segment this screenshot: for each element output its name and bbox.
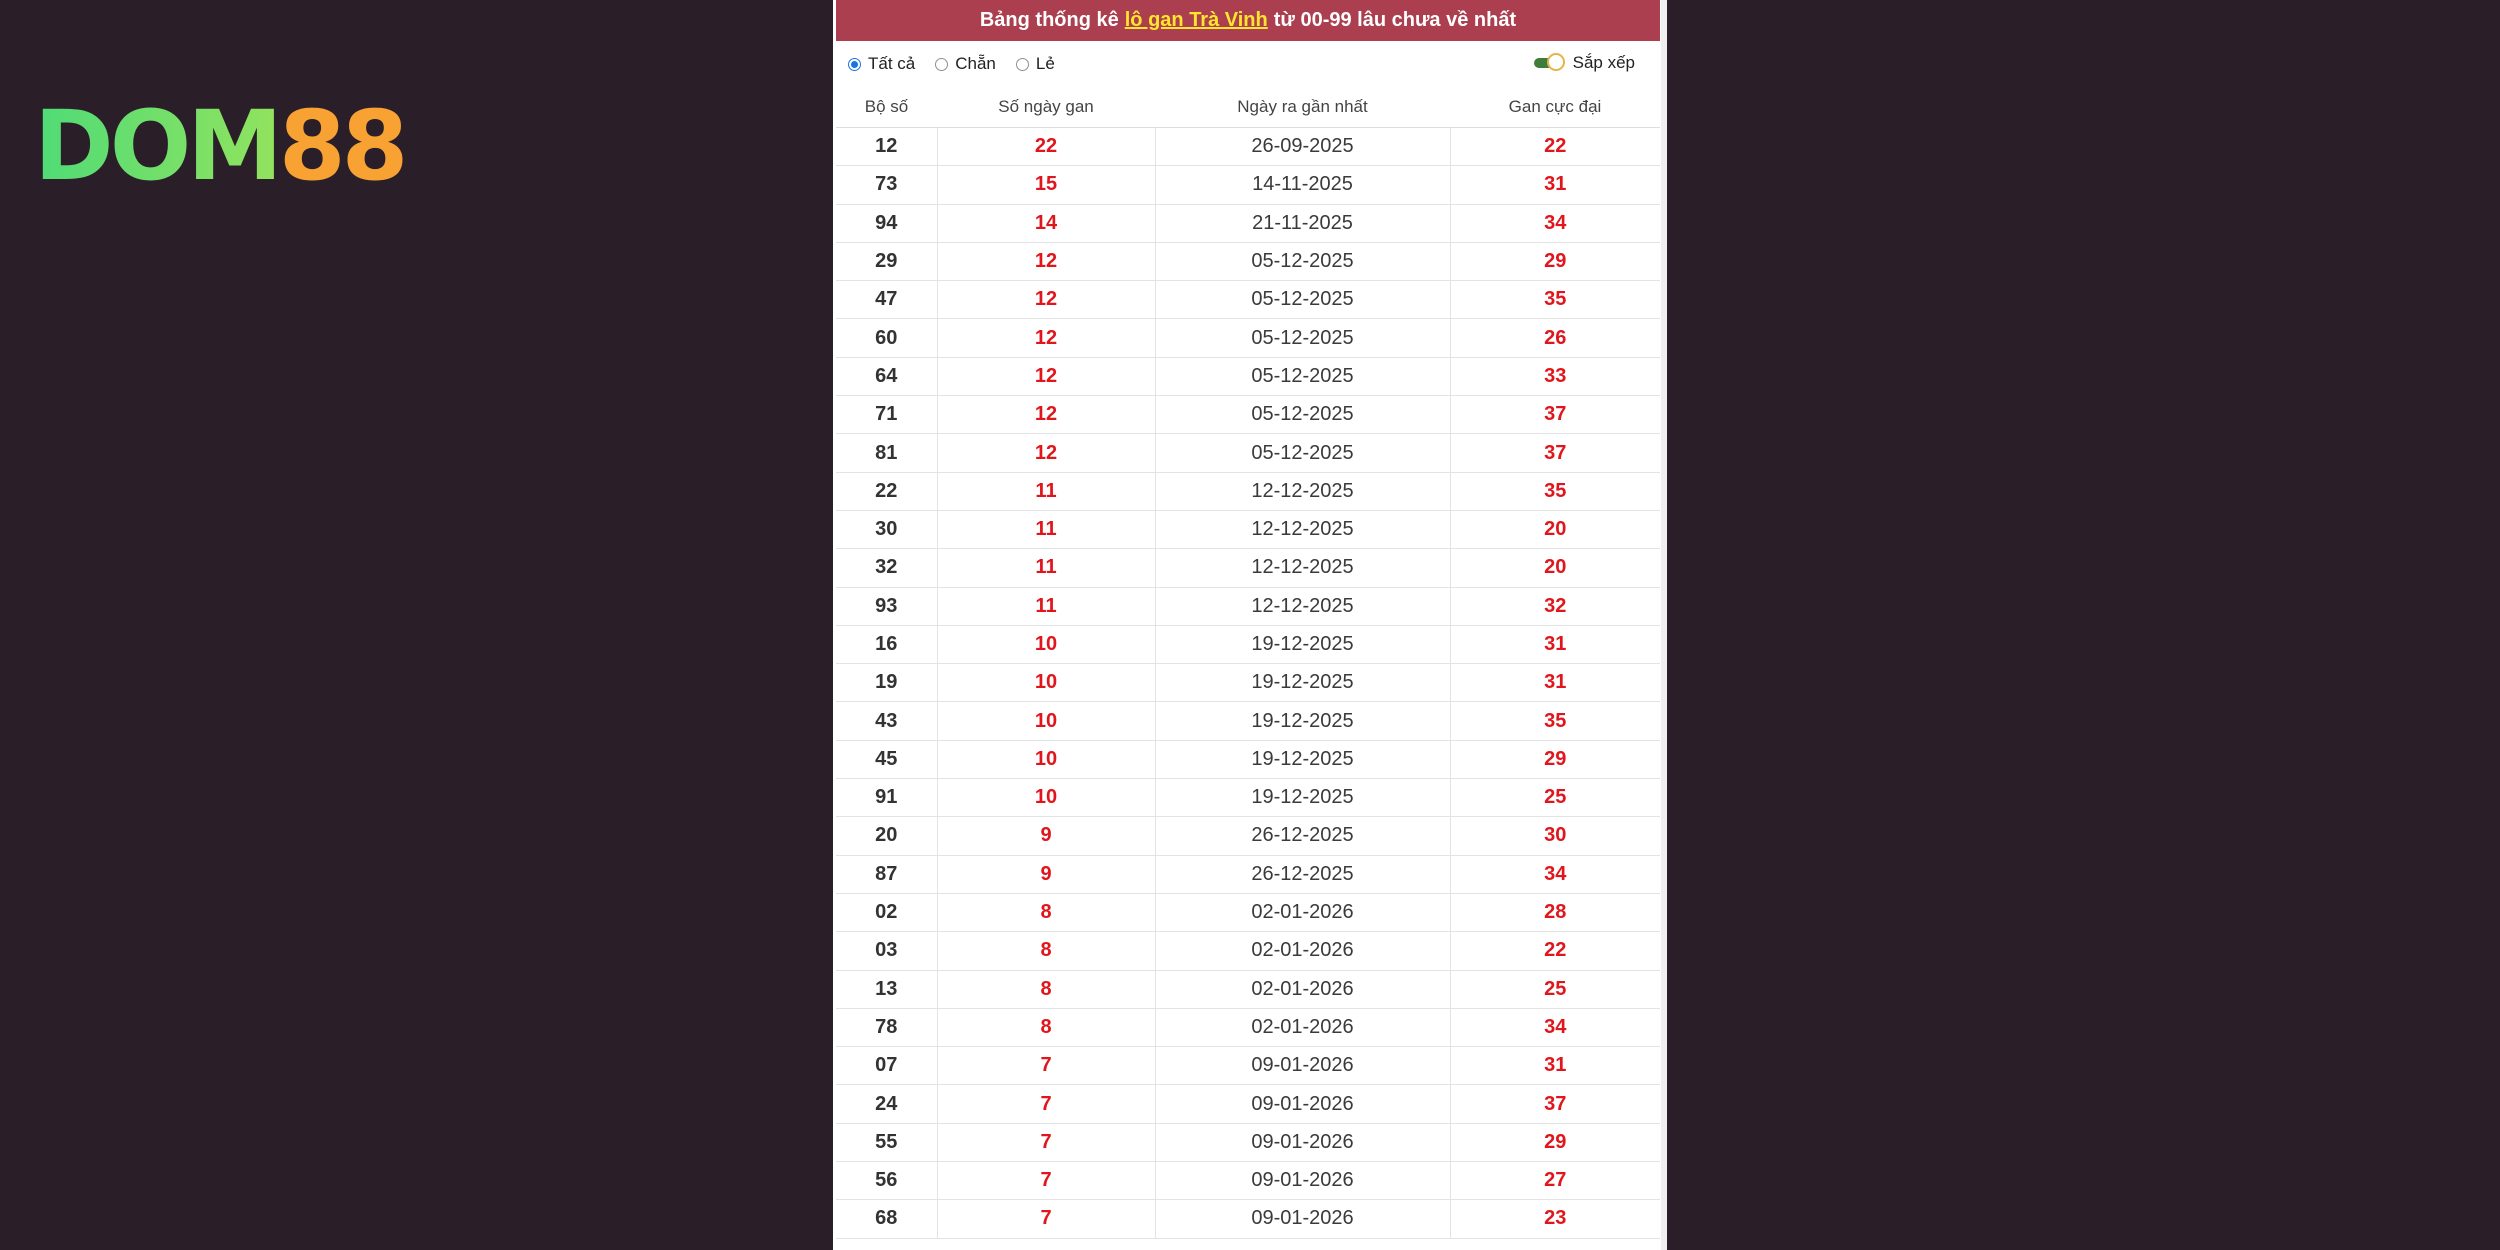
table-row bbox=[836, 587, 1660, 625]
cell-max-gan: 29 bbox=[1450, 740, 1660, 778]
cell-max-gan: 28 bbox=[1450, 893, 1660, 931]
cell-last-date: 09-01-2026 bbox=[1155, 1047, 1450, 1085]
cell-last-date: 02-01-2026 bbox=[1155, 970, 1450, 1008]
cell-number: 43 bbox=[836, 702, 937, 740]
filter-odd-radio[interactable] bbox=[1016, 54, 1055, 74]
cell-number: 47 bbox=[836, 281, 937, 319]
cell-max-gan: 37 bbox=[1450, 434, 1660, 472]
cell-max-gan: 35 bbox=[1450, 472, 1660, 510]
cell-last-date: 19-12-2025 bbox=[1155, 664, 1450, 702]
table-row bbox=[836, 970, 1660, 1008]
cell-number: 93 bbox=[836, 587, 937, 625]
cell-last-date: 09-01-2026 bbox=[1155, 1162, 1450, 1200]
table-row bbox=[836, 1008, 1660, 1046]
cell-max-gan: 29 bbox=[1450, 1123, 1660, 1161]
logo-text-dom: DOM bbox=[34, 90, 279, 202]
cell-last-date: 12-12-2025 bbox=[1155, 587, 1450, 625]
cell-max-gan: 34 bbox=[1450, 1008, 1660, 1046]
sort-toggle[interactable] bbox=[1532, 53, 1635, 73]
cell-days: 11 bbox=[937, 549, 1155, 587]
col-header-number: Bộ số bbox=[836, 87, 937, 128]
cell-days: 8 bbox=[937, 1008, 1155, 1046]
stats-panel bbox=[833, 0, 1667, 1250]
table-row bbox=[836, 357, 1660, 395]
cell-last-date: 21-11-2025 bbox=[1155, 204, 1450, 242]
filter-all-radio[interactable] bbox=[848, 54, 915, 74]
table-row bbox=[836, 510, 1660, 548]
logo-text-88: 88 bbox=[278, 90, 405, 202]
cell-days: 12 bbox=[937, 357, 1155, 395]
cell-days: 11 bbox=[937, 587, 1155, 625]
sort-label: Sắp xếp bbox=[1572, 53, 1635, 72]
cell-last-date: 05-12-2025 bbox=[1155, 357, 1450, 395]
cell-days: 7 bbox=[937, 1200, 1155, 1238]
col-header-days: Số ngày gan bbox=[937, 87, 1155, 128]
table-body bbox=[836, 128, 1660, 1239]
cell-max-gan: 23 bbox=[1450, 1200, 1660, 1238]
cell-max-gan: 34 bbox=[1450, 855, 1660, 893]
cell-max-gan: 31 bbox=[1450, 166, 1660, 204]
cell-days: 7 bbox=[937, 1085, 1155, 1123]
radio-label: Lẻ bbox=[1035, 54, 1055, 73]
cell-days: 7 bbox=[937, 1162, 1155, 1200]
cell-number: 45 bbox=[836, 740, 937, 778]
cell-number: 56 bbox=[836, 1162, 937, 1200]
title-prefix: Bảng thống kê bbox=[979, 9, 1119, 31]
cell-number: 30 bbox=[836, 510, 937, 548]
cell-number: 29 bbox=[836, 242, 937, 280]
cell-number: 32 bbox=[836, 549, 937, 587]
cell-last-date: 19-12-2025 bbox=[1155, 740, 1450, 778]
cell-days: 10 bbox=[937, 664, 1155, 702]
cell-max-gan: 37 bbox=[1450, 1085, 1660, 1123]
cell-last-date: 09-01-2026 bbox=[1155, 1085, 1450, 1123]
cell-max-gan: 27 bbox=[1450, 1162, 1660, 1200]
cell-max-gan: 20 bbox=[1450, 549, 1660, 587]
cell-number: 02 bbox=[836, 893, 937, 931]
cell-number: 71 bbox=[836, 396, 937, 434]
cell-last-date: 12-12-2025 bbox=[1155, 549, 1450, 587]
cell-max-gan: 25 bbox=[1450, 779, 1660, 817]
table-row bbox=[836, 281, 1660, 319]
cell-number: 64 bbox=[836, 357, 937, 395]
cell-number: 20 bbox=[836, 817, 937, 855]
cell-number: 73 bbox=[836, 166, 937, 204]
cell-number: 24 bbox=[836, 1085, 937, 1123]
table-row bbox=[836, 855, 1660, 893]
cell-number: 94 bbox=[836, 204, 937, 242]
table-title bbox=[836, 0, 1660, 41]
cell-max-gan: 20 bbox=[1450, 510, 1660, 548]
cell-number: 87 bbox=[836, 855, 937, 893]
cell-days: 8 bbox=[937, 970, 1155, 1008]
scrollbar[interactable] bbox=[1661, 0, 1667, 1250]
table-row bbox=[836, 625, 1660, 663]
cell-max-gan: 26 bbox=[1450, 319, 1660, 357]
toggle-switch[interactable] bbox=[1532, 53, 1568, 73]
table-row bbox=[836, 319, 1660, 357]
cell-max-gan: 30 bbox=[1450, 817, 1660, 855]
cell-days: 8 bbox=[937, 932, 1155, 970]
cell-days: 14 bbox=[937, 204, 1155, 242]
cell-last-date: 19-12-2025 bbox=[1155, 625, 1450, 663]
table-row bbox=[836, 1047, 1660, 1085]
cell-max-gan: 22 bbox=[1450, 932, 1660, 970]
cell-days: 22 bbox=[937, 128, 1155, 166]
cell-days: 10 bbox=[937, 702, 1155, 740]
cell-last-date: 02-01-2026 bbox=[1155, 932, 1450, 970]
cell-number: 81 bbox=[836, 434, 937, 472]
cell-last-date: 05-12-2025 bbox=[1155, 434, 1450, 472]
cell-max-gan: 31 bbox=[1450, 625, 1660, 663]
table-row bbox=[836, 740, 1660, 778]
cell-number: 60 bbox=[836, 319, 937, 357]
table-row bbox=[836, 242, 1660, 280]
table-row bbox=[836, 128, 1660, 166]
cell-days: 12 bbox=[937, 396, 1155, 434]
table-row bbox=[836, 396, 1660, 434]
cell-days: 11 bbox=[937, 472, 1155, 510]
title-suffix: từ 00-99 lâu chưa về nhất bbox=[1273, 9, 1517, 31]
title-link[interactable]: lô gan Trà Vinh bbox=[1124, 9, 1268, 31]
cell-max-gan: 29 bbox=[1450, 242, 1660, 280]
cell-number: 03 bbox=[836, 932, 937, 970]
cell-days: 10 bbox=[937, 625, 1155, 663]
cell-max-gan: 33 bbox=[1450, 357, 1660, 395]
table-row bbox=[836, 1123, 1660, 1161]
cell-last-date: 19-12-2025 bbox=[1155, 779, 1450, 817]
cell-last-date: 14-11-2025 bbox=[1155, 166, 1450, 204]
cell-max-gan: 25 bbox=[1450, 970, 1660, 1008]
table-row bbox=[836, 1200, 1660, 1238]
cell-number: 78 bbox=[836, 1008, 937, 1046]
cell-days: 7 bbox=[937, 1123, 1155, 1161]
cell-max-gan: 34 bbox=[1450, 204, 1660, 242]
table-row bbox=[836, 702, 1660, 740]
table-row bbox=[836, 664, 1660, 702]
cell-max-gan: 22 bbox=[1450, 128, 1660, 166]
cell-last-date: 05-12-2025 bbox=[1155, 281, 1450, 319]
cell-max-gan: 32 bbox=[1450, 587, 1660, 625]
table-row bbox=[836, 434, 1660, 472]
radio-indicator[interactable] bbox=[1016, 58, 1029, 71]
cell-days: 10 bbox=[937, 779, 1155, 817]
radio-label: Tất cả bbox=[868, 54, 916, 73]
lo-gan-table bbox=[836, 87, 1660, 1239]
radio-indicator[interactable] bbox=[848, 58, 861, 71]
cell-number: 16 bbox=[836, 625, 937, 663]
col-header-last-date: Ngày ra gần nhất bbox=[1155, 87, 1450, 128]
dom88-logo bbox=[34, 90, 464, 202]
cell-last-date: 26-12-2025 bbox=[1155, 817, 1450, 855]
filter-even-radio[interactable] bbox=[935, 54, 996, 74]
cell-max-gan: 35 bbox=[1450, 702, 1660, 740]
cell-number: 91 bbox=[836, 779, 937, 817]
table-row bbox=[836, 472, 1660, 510]
cell-days: 9 bbox=[937, 817, 1155, 855]
cell-days: 12 bbox=[937, 434, 1155, 472]
cell-last-date: 19-12-2025 bbox=[1155, 702, 1450, 740]
cell-last-date: 02-01-2026 bbox=[1155, 1008, 1450, 1046]
col-header-max-gan: Gan cực đại bbox=[1450, 87, 1660, 128]
cell-last-date: 12-12-2025 bbox=[1155, 510, 1450, 548]
table-row bbox=[836, 204, 1660, 242]
cell-last-date: 26-12-2025 bbox=[1155, 855, 1450, 893]
cell-max-gan: 31 bbox=[1450, 664, 1660, 702]
radio-indicator[interactable] bbox=[935, 58, 948, 71]
cell-days: 11 bbox=[937, 510, 1155, 548]
table-row bbox=[836, 932, 1660, 970]
table-row bbox=[836, 1162, 1660, 1200]
table-row bbox=[836, 1085, 1660, 1123]
cell-number: 13 bbox=[836, 970, 937, 1008]
table-row bbox=[836, 893, 1660, 931]
cell-days: 12 bbox=[937, 281, 1155, 319]
cell-last-date: 02-01-2026 bbox=[1155, 893, 1450, 931]
table-row bbox=[836, 166, 1660, 204]
cell-last-date: 12-12-2025 bbox=[1155, 472, 1450, 510]
cell-last-date: 26-09-2025 bbox=[1155, 128, 1450, 166]
cell-days: 8 bbox=[937, 893, 1155, 931]
cell-number: 19 bbox=[836, 664, 937, 702]
table-row bbox=[836, 549, 1660, 587]
cell-days: 15 bbox=[937, 166, 1155, 204]
cell-days: 12 bbox=[937, 319, 1155, 357]
cell-number: 07 bbox=[836, 1047, 937, 1085]
cell-last-date: 09-01-2026 bbox=[1155, 1200, 1450, 1238]
table-row bbox=[836, 817, 1660, 855]
cell-last-date: 05-12-2025 bbox=[1155, 319, 1450, 357]
cell-number: 55 bbox=[836, 1123, 937, 1161]
cell-days: 7 bbox=[937, 1047, 1155, 1085]
table-row bbox=[836, 779, 1660, 817]
table-header-row bbox=[836, 87, 1660, 128]
toggle-knob bbox=[1547, 53, 1565, 71]
cell-max-gan: 37 bbox=[1450, 396, 1660, 434]
cell-max-gan: 35 bbox=[1450, 281, 1660, 319]
cell-last-date: 09-01-2026 bbox=[1155, 1123, 1450, 1161]
filter-bar bbox=[836, 41, 1660, 87]
cell-last-date: 05-12-2025 bbox=[1155, 396, 1450, 434]
cell-number: 68 bbox=[836, 1200, 937, 1238]
cell-number: 12 bbox=[836, 128, 937, 166]
cell-last-date: 05-12-2025 bbox=[1155, 242, 1450, 280]
cell-number: 22 bbox=[836, 472, 937, 510]
cell-days: 12 bbox=[937, 242, 1155, 280]
cell-days: 10 bbox=[937, 740, 1155, 778]
radio-label: Chẵn bbox=[955, 54, 996, 73]
cell-max-gan: 31 bbox=[1450, 1047, 1660, 1085]
cell-days: 9 bbox=[937, 855, 1155, 893]
